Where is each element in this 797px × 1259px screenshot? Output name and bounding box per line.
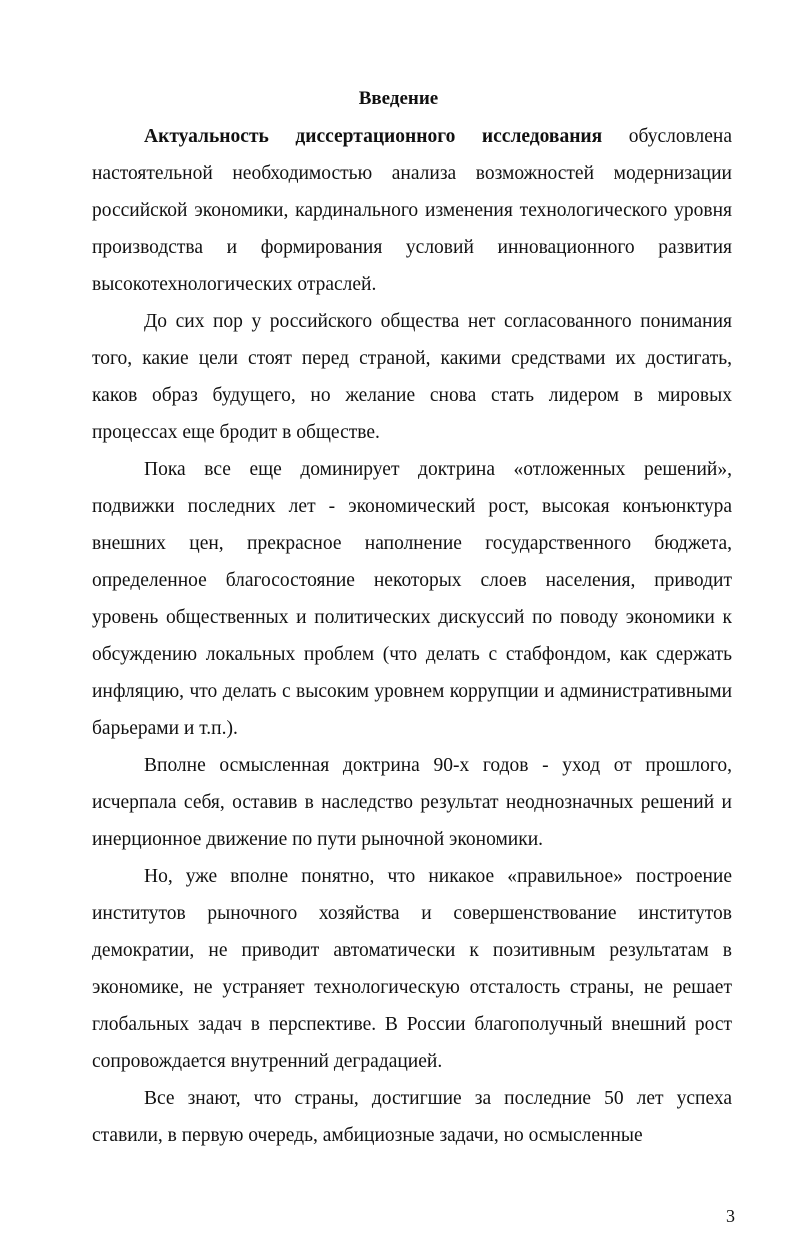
paragraph-5: Но, уже вполне понятно, что никакое «правильное» построение институтов рыночного хозяйства и совершенствование институтов демократии, не приводит автоматически к позитивным результатам в экономике, не устраняет технологическую отсталость страны, не решает глобальных задач в перспективе. В России благополучный внешний рост сопровождается внутренний деградацией. bbox=[92, 866, 732, 1072]
paragraph-text: обусловлена настоятельной необходимостью анализа возможностей модернизации российской экономики, кардинального изменения технологического уровня производства и формирования условий инновационного развития высокотехнологических отраслей. bbox=[92, 126, 733, 295]
paragraph-3: Пока все еще доминирует доктрина «отложенных решений», подвижки последних лет - экономический рост, высокая конъюнктура внешних цен, прекрасное наполнение государственного бюджета, определенное благосостояние некоторых слоев населения, приводит уровень общественных и политических дискуссий по поводу экономики к обсуждению локальных проблем (что делать с стабфондом, как сдержать инфляцию, что делать с высоким уровнем коррупции и административными барьерами и т.п.). bbox=[92, 459, 732, 739]
section-title: Введение bbox=[358, 88, 439, 109]
paragraph-2: До сих пор у российского общества нет согласованного понимания того, какие цели стоят перед страной, какими средствами их достигать, каков образ будущего, но желание снова стать лидером в мировых процессах еще бродит в обществе. bbox=[92, 311, 732, 443]
body-text bbox=[92, 118, 732, 1154]
page-number: 3 bbox=[726, 1206, 735, 1226]
paragraph-lead: Актуальность диссертационного исследования bbox=[144, 126, 603, 147]
paragraph-1 bbox=[92, 118, 732, 303]
paragraph-4: Вполне осмысленная доктрина 90-х годов - уход от прошлого, исчерпала себя, оставив в наследство результат неоднозначных решений и инерционное движение по пути рыночной экономики. bbox=[92, 755, 732, 850]
paragraph-6: Все знают, что страны, достигшие за последние 50 лет успеха ставили, в первую очередь, амбициозные задачи, но осмысленные bbox=[92, 1088, 732, 1146]
